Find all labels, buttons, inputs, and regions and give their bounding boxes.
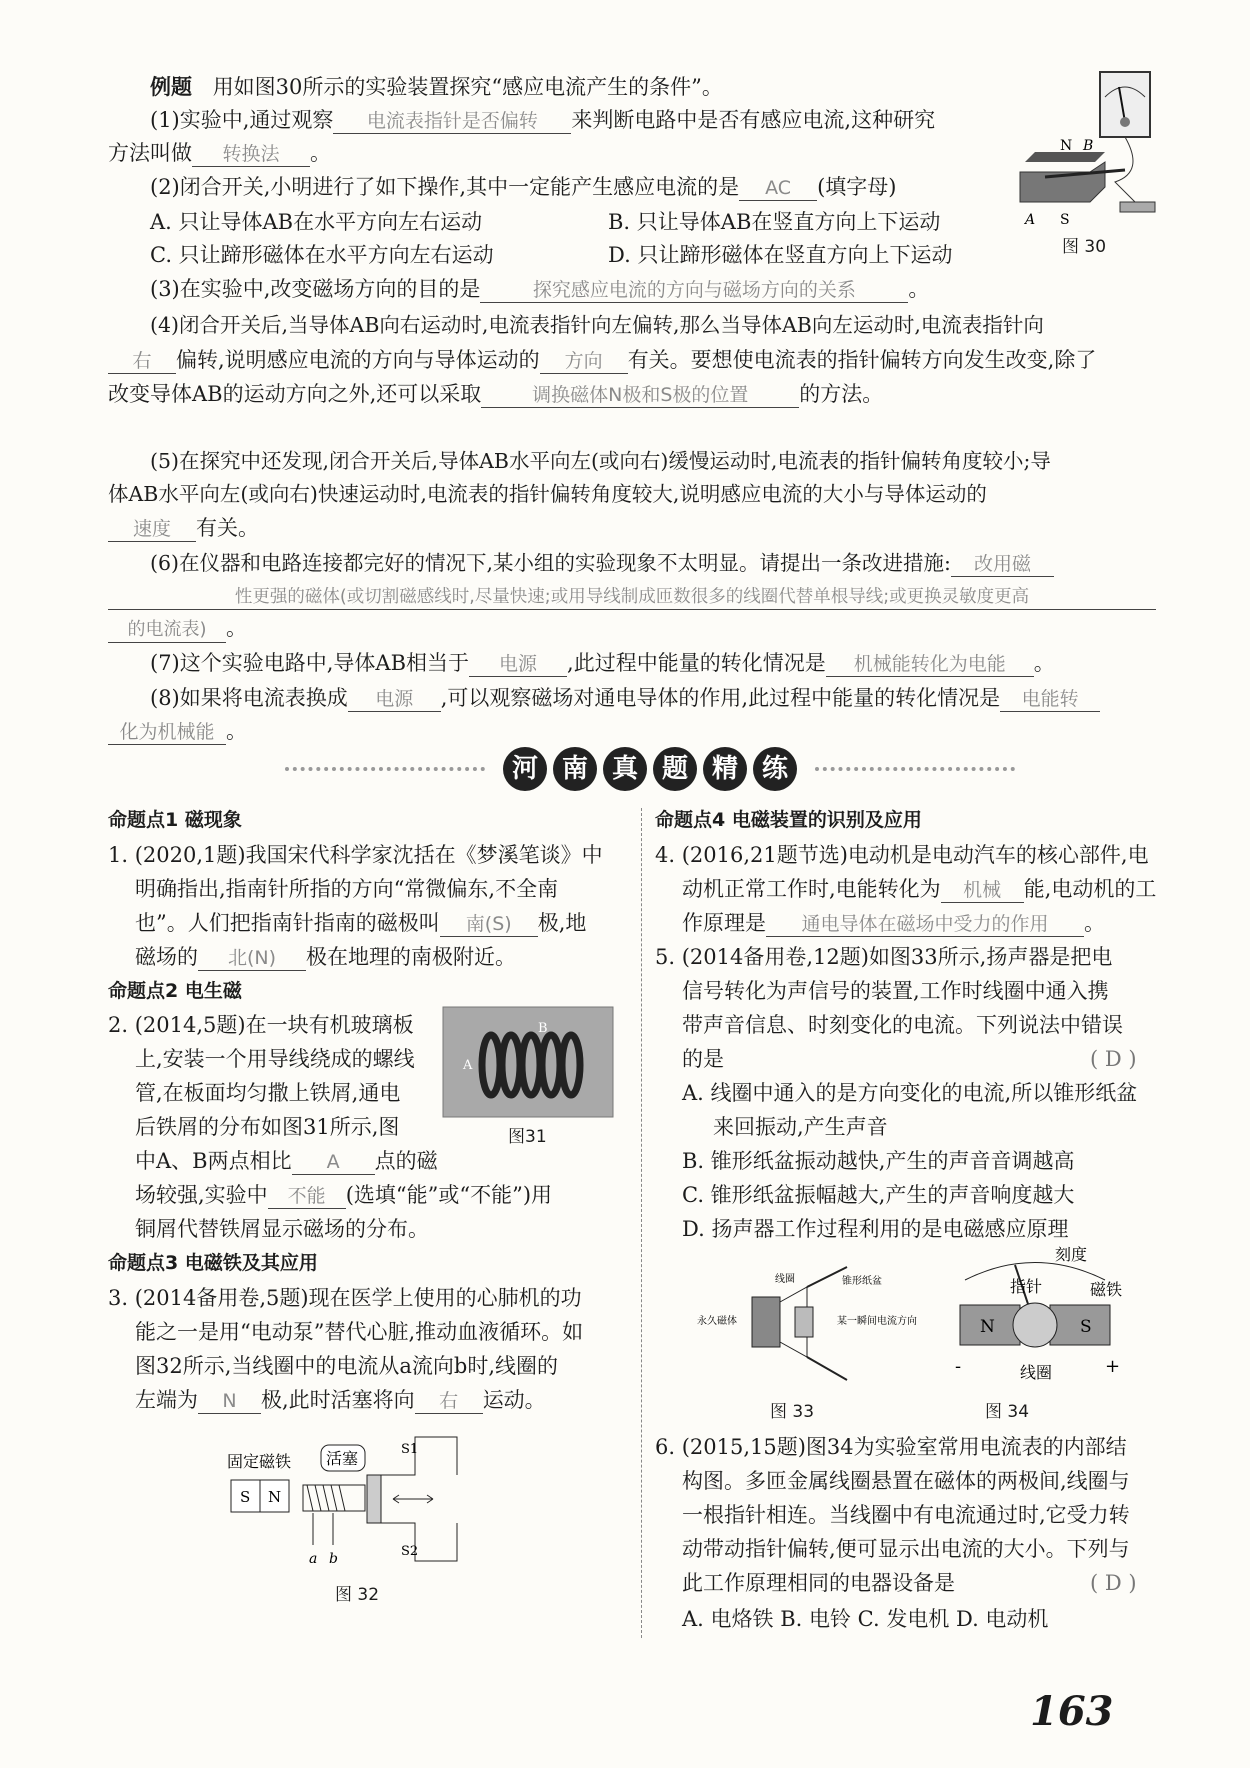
p5-line2: 信号转化为声信号的装置,工作时线圈中通入携 — [682, 979, 1109, 1003]
p1-line1: 1. (2020,1题)我国宋代科学家沈括在《梦溪笔谈》中 — [108, 843, 603, 867]
p3-text-4b: 极,此时活塞将向 — [261, 1388, 415, 1412]
fig34-label-pointer: 指针 — [1010, 1277, 1043, 1296]
fig33-label-coil: 线圈 — [775, 1274, 795, 1285]
p6-line5: 此工作原理相同的电器设备是 — [682, 1571, 955, 1595]
p3-line1: 3. (2014备用卷,5题)现在医学上使用的心肺机的功 — [108, 1286, 582, 1310]
fig34-label-minus: - — [955, 1356, 962, 1377]
q8-text-c: 。 — [226, 719, 247, 743]
q4-text-c: 有关。要想使电流表的指针偏转方向发生改变,除了 — [627, 348, 1097, 372]
fig31-label-b: B — [538, 1021, 548, 1036]
q1-answer-2: 转换法 — [192, 142, 310, 167]
banner-char-4: 题 — [653, 747, 697, 791]
p6-line1: 6. (2015,15题)图34为实验室常用电流表的内部结 — [655, 1435, 1127, 1459]
p3-text-4a: 左端为 — [135, 1388, 198, 1412]
p5-option-b: B. 锥形纸盆振动越快,产生的声音音调越高 — [682, 1149, 1075, 1173]
p1-text-3a: 也”。人们把指南针指南的磁极叫 — [135, 911, 440, 935]
p3-answer-1: N — [198, 1389, 261, 1414]
p1-line3 — [135, 908, 586, 938]
p4-text-2b: 能,电动机的工 — [1023, 877, 1157, 901]
banner-char-3: 真 — [603, 747, 647, 791]
p5-option-d: D. 扬声器工作过程利用的是电磁感应原理 — [682, 1217, 1069, 1241]
p5-option-a2: 来回振动,产生声音 — [713, 1115, 888, 1139]
q5-answer: 速度 — [108, 517, 196, 542]
q7-line — [150, 648, 1055, 678]
q5-line1: (5)在探究中还发现,闭合开关后,导体AB水平向左(或向右)缓慢运动时,电流表的指针偏转角度较小;导 — [150, 449, 1051, 473]
banner-char-2: 南 — [553, 747, 597, 791]
p2-answer-2: 不能 — [268, 1184, 346, 1209]
p1-text-4a: 磁场的 — [135, 945, 198, 969]
p2-line3: 管,在板面均匀撒上铁屑,通电 — [135, 1081, 401, 1105]
ammeter-pivot — [1120, 117, 1130, 127]
p2-line5 — [135, 1146, 438, 1176]
fig34-label-scale: 刻度 — [1055, 1245, 1088, 1264]
q6-text-a: (6)在仪器和电路连接都完好的情况下,某小组的实验现象不太明显。请提出一条改进措施: — [150, 551, 951, 575]
p2-text-5a: 中A、B两点相比 — [135, 1149, 292, 1173]
banner-char-5: 精 — [703, 747, 747, 791]
p2-text-6a: 场较强,实验中 — [135, 1183, 268, 1207]
fig32-label-a: a — [309, 1551, 318, 1567]
p6-line3: 一根指针相连。当线圈中有电流通过时,它受力转 — [682, 1503, 1130, 1527]
p6-line2: 构图。多匝金属线圈悬置在磁体的两极间,线圈与 — [682, 1469, 1130, 1493]
fig32-label-s2: S2 — [401, 1544, 419, 1559]
q1-text-b: 来判断电路中是否有感应电流,这种研究 — [571, 108, 936, 132]
fig34-label-n: N — [980, 1317, 995, 1337]
figure-33-caption: 图 33 — [770, 1402, 815, 1422]
p5-option-a1: A. 线圈中通入的是方向变化的电流,所以锥形纸盆 — [682, 1081, 1138, 1105]
q6-line3 — [108, 613, 247, 643]
fig33-label-magnet: 永久磁体 — [697, 1316, 737, 1327]
option-d: D. 只让蹄形磁体在竖直方向上下运动 — [608, 243, 953, 267]
p2-line6 — [135, 1180, 552, 1210]
q2-line — [150, 172, 897, 202]
q7-answer-1: 电源 — [469, 652, 567, 677]
fig34-label-magnet: 磁铁 — [1090, 1280, 1123, 1299]
wire — [1115, 137, 1145, 212]
topic-heading-3: 命题点3 电磁铁及其应用 — [108, 1252, 318, 1274]
p1-text-3b: 极,地 — [537, 911, 587, 935]
fig32-label-n: N — [268, 1488, 282, 1506]
q3-text-a: (3)在实验中,改变磁场方向的目的是 — [150, 277, 481, 301]
q7-answer-2: 机械能转化为电能 — [826, 652, 1034, 677]
q4-answer-3: 调换磁体N极和S极的位置 — [481, 383, 799, 408]
p3-line4 — [135, 1385, 546, 1415]
fig32-label-magnet: 固定磁铁 — [227, 1452, 292, 1471]
switch — [1120, 202, 1155, 212]
q8-text-a: (8)如果将电流表换成 — [150, 686, 348, 710]
p4-line3 — [682, 908, 1105, 938]
p3-answer-2: 右 — [415, 1389, 483, 1414]
q8-line1 — [150, 683, 1100, 713]
q4-answer-1: 右 — [108, 349, 176, 374]
p3-line2: 能之一是用“电动泵”替代心脏,推动血液循环。如 — [135, 1320, 584, 1344]
p5-answer: ( D ) — [1090, 1047, 1137, 1071]
q5-line3 — [108, 513, 259, 543]
q5-text-c: 有关。 — [196, 516, 259, 540]
banner-dots-left — [285, 767, 485, 775]
q3-text-b: 。 — [908, 277, 930, 301]
q6-answer-1: 改用磁 — [951, 552, 1054, 577]
fig34-label-plus: + — [1105, 1356, 1121, 1377]
p1-answer-1: 南(S) — [440, 912, 538, 937]
figure-32-caption: 图 32 — [335, 1585, 380, 1605]
p6-answer: ( D ) — [1090, 1571, 1137, 1595]
q7-text-c: 。 — [1033, 651, 1055, 675]
q1-answer-1: 电流表指针是否偏转 — [333, 109, 571, 134]
p6-options: A. 电烙铁 B. 电铃 C. 发电机 D. 电动机 — [682, 1607, 1049, 1631]
p4-answer-1: 机械 — [941, 878, 1024, 903]
q6-answer-3: 的电流表) — [108, 618, 226, 643]
figure-32-pump — [225, 1425, 505, 1575]
p2-line7: 铜屑代替铁屑显示磁场的分布。 — [135, 1217, 429, 1241]
figure-30-caption: 图 30 — [1062, 237, 1107, 257]
fig30-label-b: B — [1083, 138, 1094, 154]
q4-line1: (4)闭合开关后,当导体AB向右运动时,电流表指针向左偏转,那么当导体AB向左运动时,电流表指针向 — [150, 313, 1044, 337]
q4-text-e: 的方法。 — [799, 382, 884, 406]
fig32-label-s1: S1 — [401, 1442, 419, 1457]
p5-line1: 5. (2014备用卷,12题)如图33所示,扬声器是把电 — [655, 945, 1113, 969]
p2-text-5b: 点的磁 — [374, 1149, 438, 1173]
q6-text-b: 。 — [226, 616, 247, 640]
p2-line2: 上,安装一个用导线绕成的螺线 — [135, 1047, 415, 1071]
p1-text-4b: 极在地理的南极附近。 — [306, 945, 516, 969]
piston — [367, 1475, 381, 1523]
p5-line4: 的是 — [682, 1047, 724, 1071]
coil-drum — [1013, 1303, 1057, 1347]
banner-title — [500, 747, 800, 791]
topic-heading-4: 命题点4 电磁装置的识别及应用 — [655, 809, 922, 831]
p1-answer-2: 北(N) — [198, 946, 306, 971]
fig34-label-coil: 线圈 — [1020, 1363, 1053, 1382]
figure-34-ammeter — [935, 1240, 1135, 1390]
q3-answer: 探究感应电流的方向与磁场方向的关系 — [480, 278, 908, 303]
permanent-magnet — [752, 1297, 780, 1347]
q1-text-a: (1)实验中,通过观察 — [150, 108, 334, 132]
q2-text-b: (填字母) — [817, 175, 897, 199]
figure-30-apparatus — [1005, 62, 1155, 237]
q1-line1 — [150, 105, 935, 135]
fig30-label-n: N — [1060, 138, 1073, 154]
q7-text-b: ,此过程中能量的转化情况是 — [567, 651, 826, 675]
q4-line2 — [108, 345, 1096, 375]
p1-line2: 明确指出,指南针所指的方向“常微偏东,不全南 — [135, 877, 559, 901]
p6-line4: 动带动指针偏转,便可显示出电流的大小。下列与 — [682, 1537, 1130, 1561]
figure-31-caption: 图31 — [508, 1127, 547, 1147]
p3-text-4c: 运动。 — [482, 1388, 546, 1412]
example-intro: 用如图30所示的实验装置探究“感应电流产生的条件”。 — [212, 75, 723, 99]
fig30-label-s: S — [1060, 212, 1070, 228]
p5-option-c: C. 锥形纸盆振幅越大,产生的声音响度越大 — [682, 1183, 1075, 1207]
figure-33-speaker — [697, 1262, 917, 1392]
p4-text-2a: 动机正常工作时,电能转化为 — [682, 877, 941, 901]
q4-text-b: 偏转,说明感应电流的方向与导体运动的 — [176, 348, 540, 372]
banner-dots-right — [815, 767, 1015, 775]
q6-line2 — [108, 580, 1156, 610]
fig33-label-cone: 锥形纸盆 — [842, 1276, 882, 1287]
q4-line3 — [108, 379, 883, 409]
q2-answer: AC — [739, 176, 817, 201]
option-b: B. 只让导体AB在竖直方向上下运动 — [608, 210, 941, 234]
q8-text-b: ,可以观察磁场对通电导体的作用,此过程中能量的转化情况是 — [440, 686, 1001, 710]
voice-coil — [795, 1307, 813, 1337]
q8-answer-1: 电源 — [348, 687, 441, 712]
q1-text-d: 。 — [310, 141, 331, 165]
banner-char-1: 河 — [503, 747, 547, 791]
fig32-label-piston: 活塞 — [326, 1449, 359, 1468]
q6-answer-2: 性更强的磁体(或切割磁感线时,尽量快速;或用导线制成匝数很多的线圈代替单根导线;或更换灵敏度更高 — [108, 585, 1156, 610]
section-banner — [0, 745, 1250, 795]
fig30-label-a: A — [1025, 212, 1036, 228]
q8-line2 — [108, 716, 247, 746]
q7-text-a: (7)这个实验电路中,导体AB相当于 — [150, 651, 470, 675]
fig31-label-a: A — [463, 1058, 473, 1073]
example-title: 例题 — [150, 75, 192, 99]
ammeter-box — [1100, 72, 1150, 137]
figure-34-caption: 图 34 — [985, 1402, 1030, 1422]
p4-answer-2: 通电导体在磁场中受力的作用 — [766, 912, 1084, 937]
p2-line4: 后铁屑的分布如图31所示,图 — [135, 1115, 400, 1139]
p4-text-3a: 作原理是 — [682, 911, 766, 935]
q1-line2 — [108, 138, 331, 168]
fig34-label-s: S — [1080, 1317, 1092, 1337]
banner-char-6: 练 — [753, 747, 797, 791]
p4-line1: 4. (2016,21题节选)电动机是电动汽车的核心部件,电 — [655, 843, 1149, 867]
coil-wraps — [307, 1485, 345, 1511]
p2-line1: 2. (2014,5题)在一块有机玻璃板 — [108, 1013, 414, 1037]
figure-31-solenoid — [443, 1007, 613, 1117]
q8-answer-2: 电能转 — [1000, 687, 1100, 712]
page-number: 163 — [1030, 1688, 1114, 1735]
p4-line2 — [682, 874, 1156, 904]
fig32-label-b: b — [329, 1551, 338, 1567]
option-a: A. 只让导体AB在水平方向左右运动 — [150, 210, 483, 234]
topic-heading-1: 命题点1 磁现象 — [108, 809, 242, 831]
fig32-label-s: S — [240, 1488, 251, 1506]
p2-answer-1: A — [292, 1150, 375, 1175]
fig33-label-current: 某一瞬间电流方向 — [837, 1316, 917, 1327]
q4-answer-2: 方向 — [540, 349, 628, 374]
example-intro-line — [150, 72, 723, 102]
horseshoe-magnet — [1020, 162, 1105, 202]
q3-line — [150, 274, 929, 304]
p5-line3: 带声音信息、时刻变化的电流。下列说法中错误 — [682, 1013, 1123, 1037]
q5-line2: 体AB水平向左(或向右)快速运动时,电流表的指针偏转角度较大,说明感应电流的大小与导体运动的 — [108, 482, 987, 506]
topic-heading-2: 命题点2 电生磁 — [108, 980, 242, 1002]
q2-text-a: (2)闭合开关,小明进行了如下操作,其中一定能产生感应电流的是 — [150, 175, 740, 199]
q1-text-c: 方法叫做 — [108, 141, 192, 165]
q4-text-d: 改变导体AB的运动方向之外,还可以采取 — [108, 382, 482, 406]
column-divider — [641, 808, 642, 1638]
q6-line1 — [150, 548, 1054, 578]
q8-answer-3: 化为机械能 — [108, 720, 226, 745]
p1-line4 — [135, 942, 516, 972]
p2-text-6b: (选填“能”或“不能”)用 — [345, 1183, 553, 1207]
p4-text-3b: 。 — [1084, 911, 1105, 935]
p3-line3: 图32所示,当线圈中的电流从a流向b时,线圈的 — [135, 1354, 559, 1378]
option-c: C. 只让蹄形磁体在水平方向左右运动 — [150, 243, 494, 267]
